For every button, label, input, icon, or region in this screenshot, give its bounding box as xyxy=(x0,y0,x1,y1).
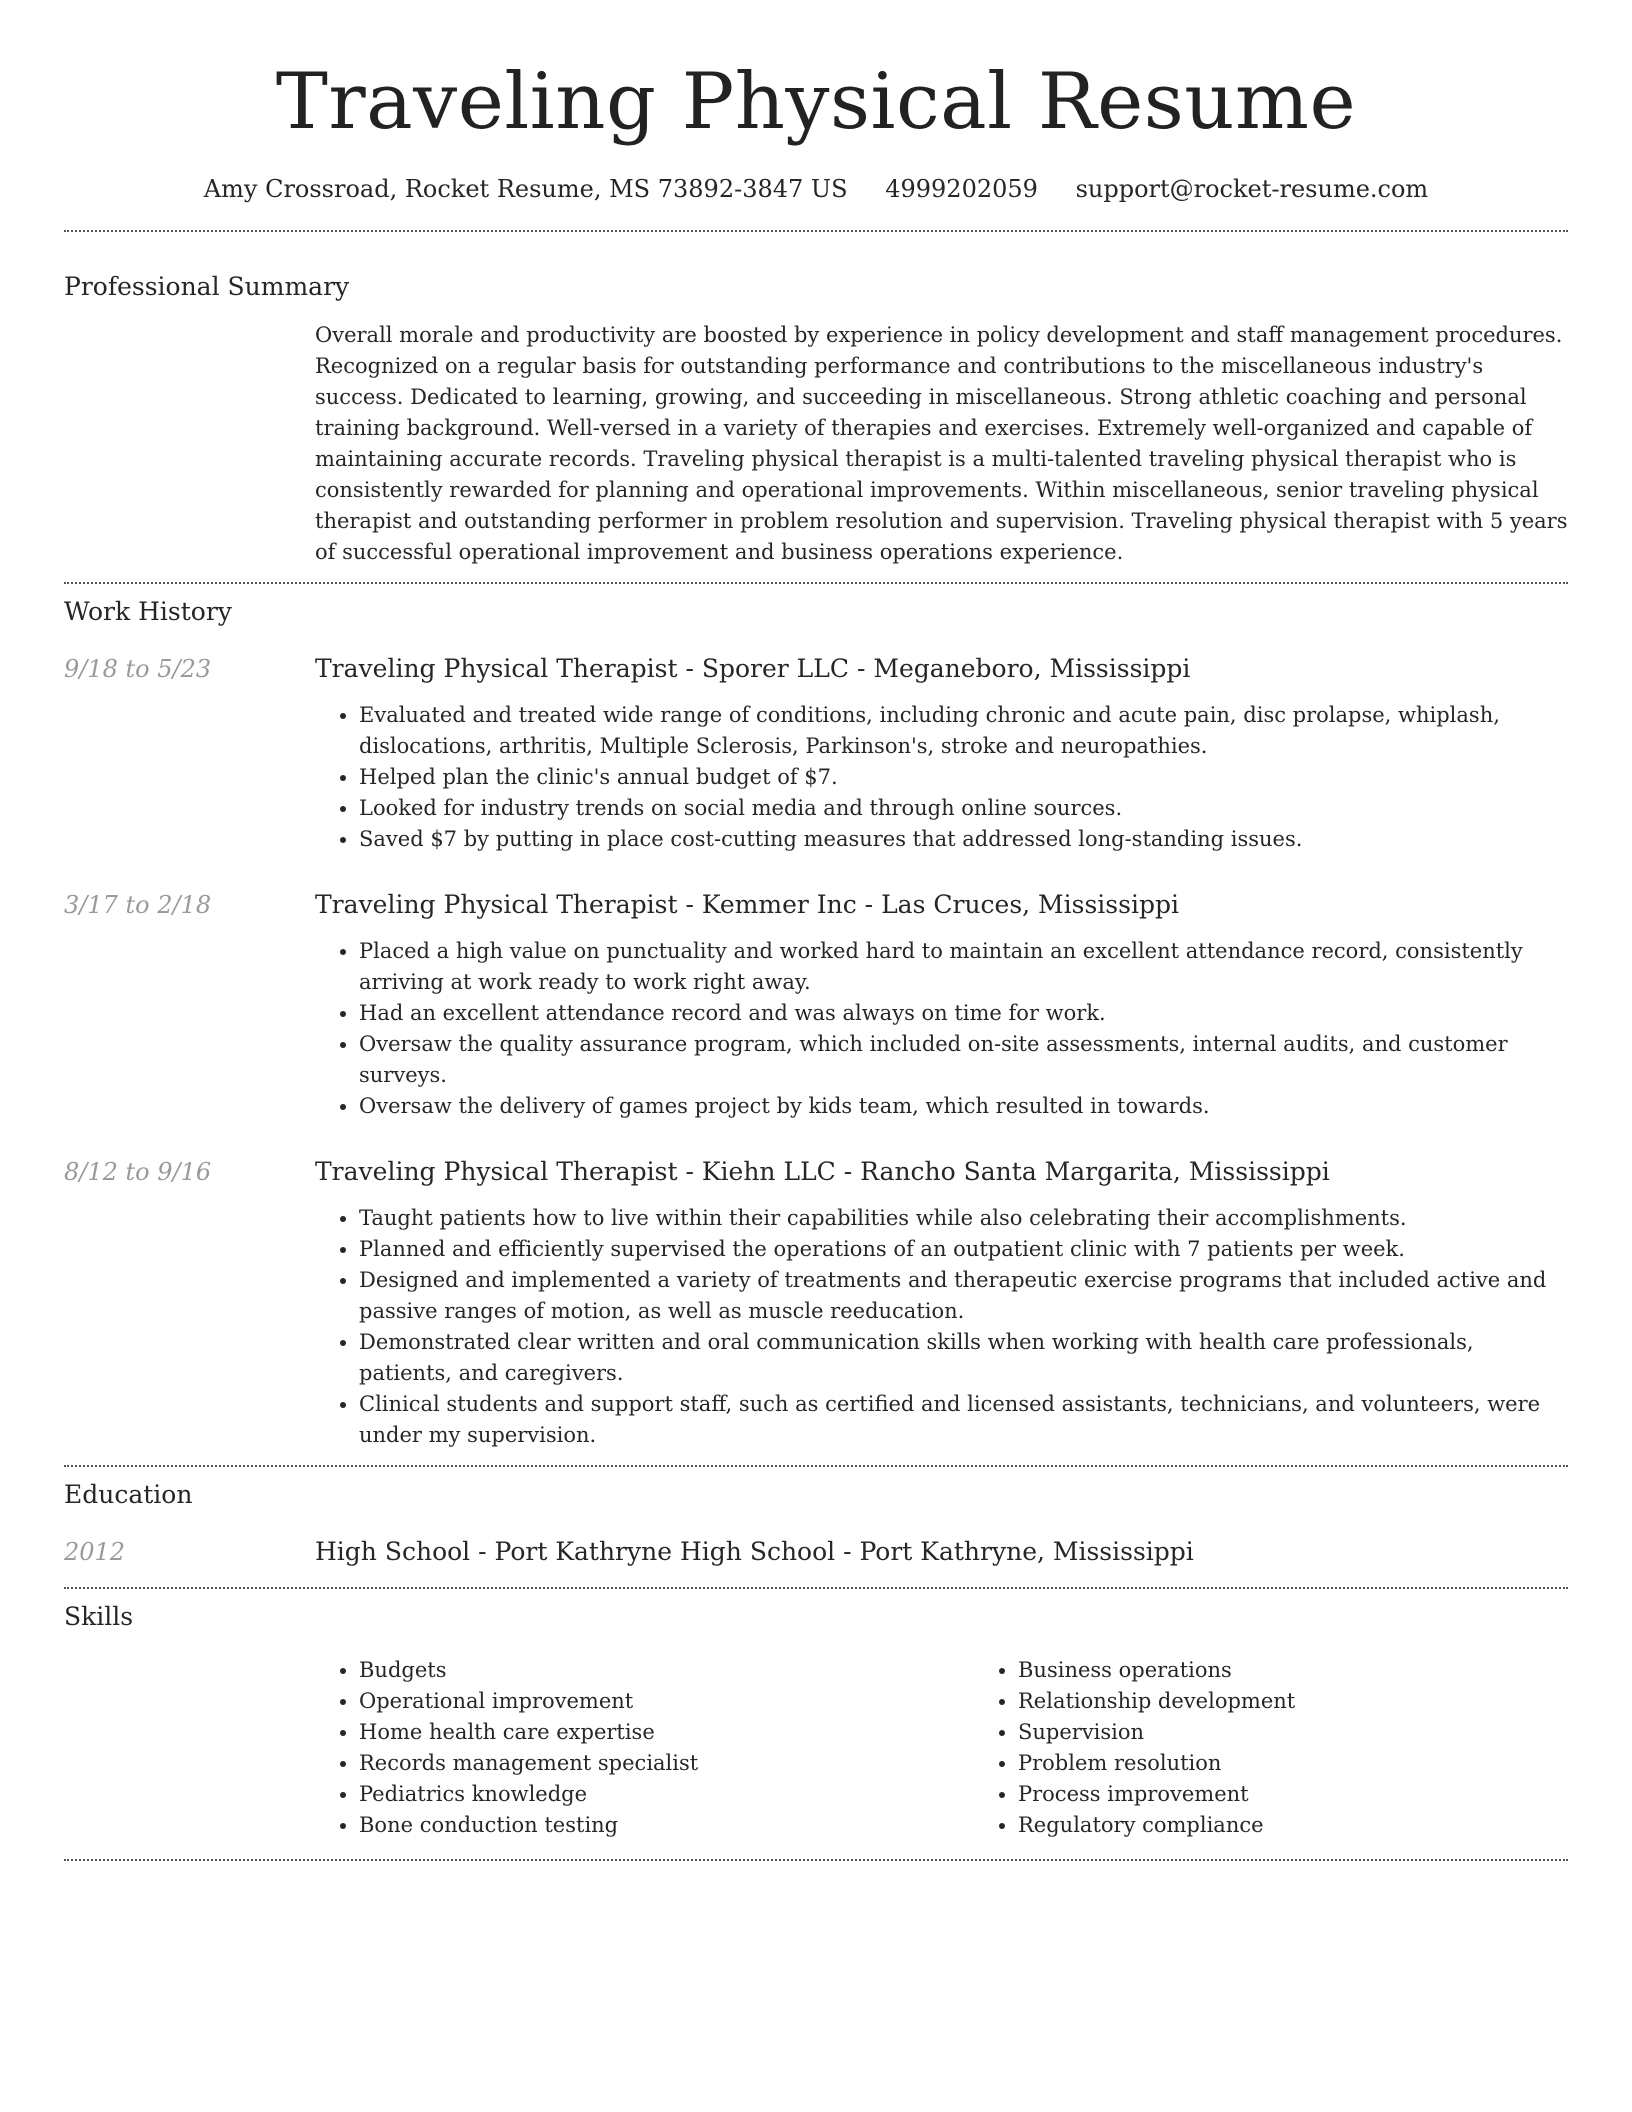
education-section-title: Education xyxy=(64,1480,193,1509)
skill-item: • Relationship development xyxy=(1018,1686,1632,1717)
contact-email: support@rocket-resume.com xyxy=(1075,175,1429,203)
work-section-title: Work History xyxy=(64,597,232,626)
skill-item: • Pediatrics knowledge xyxy=(359,1779,974,1810)
job-bullets xyxy=(315,700,1568,855)
job-dates: 3/17 to 2/18 xyxy=(64,891,212,919)
job-bullet: • Planned and efficiently supervised the operations of an outpatient clinic with 7 patients per week. xyxy=(359,1234,1568,1265)
education-entry xyxy=(64,1535,1568,1569)
job-bullet: • Helped plan the clinic's annual budget of $7. xyxy=(359,762,1568,793)
job-heading: Traveling Physical Therapist - Kemmer Inc - Las Cruces, Mississippi xyxy=(315,890,1179,919)
skill-item: • Regulatory compliance xyxy=(1018,1810,1632,1841)
skills-list-right xyxy=(974,1655,1632,1841)
job-bullets xyxy=(315,936,1568,1122)
job-heading: Traveling Physical Therapist - Kiehn LLC - Rancho Santa Margarita, Mississippi xyxy=(315,1157,1330,1186)
summary-row xyxy=(64,320,1568,568)
job-bullet: • Demonstrated clear written and oral communication skills when working with health care professionals, patients, and caregivers. xyxy=(359,1327,1568,1389)
job-entry xyxy=(64,888,1568,1122)
skill-item: • Home health care expertise xyxy=(359,1717,974,1748)
skill-item: • Supervision xyxy=(1018,1717,1632,1748)
skills-row xyxy=(64,1655,1568,1841)
skill-item: • Problem resolution xyxy=(1018,1748,1632,1779)
skill-item: • Bone conduction testing xyxy=(359,1810,974,1841)
summary-text: Overall morale and productivity are boosted by experience in policy development and staff management procedures. Recognized on a regular basis for outstanding performance and contributions to the miscellaneous industry's success. Dedicated to learning, growing, and succeeding in miscellaneous. Strong athletic coaching and personal training background. Well-versed in a variety of therapies and exercises. Extremely well-organized and capable of maintaining accurate records. Traveling physical therapist is a multi-talented traveling physical therapist who is consistently rewarded for planning and operational improvements. Within miscellaneous, senior traveling physical therapist and outstanding performer in problem resolution and supervision. Traveling physical therapist with 5 years of successful operational improvement and business operations experience. xyxy=(315,323,1568,564)
education-year: 2012 xyxy=(64,1538,126,1566)
section-divider xyxy=(64,582,1568,584)
job-bullet: • Designed and implemented a variety of treatments and therapeutic exercise programs that included active and passive ranges of motion, as well as muscle reeducation. xyxy=(359,1265,1568,1327)
skills-list-left xyxy=(315,1655,974,1841)
job-entry xyxy=(64,652,1568,855)
resume-title: Traveling Physical Resume xyxy=(275,57,1357,147)
job-heading: Traveling Physical Therapist - Sporer LLC - Meganeboro, Mississippi xyxy=(315,654,1191,683)
skill-item: • Records management specialist xyxy=(359,1748,974,1779)
skills-columns xyxy=(315,1655,1632,1841)
education-heading: High School - Port Kathryne High School - Port Kathryne, Mississippi xyxy=(315,1537,1194,1566)
job-bullet: • Evaluated and treated wide range of conditions, including chronic and acute pain, disc prolapse, whiplash, dislocations, arthritis, Multiple Sclerosis, Parkinson's, stroke and neuropathies. xyxy=(359,700,1568,762)
job-bullet: • Saved $7 by putting in place cost-cutting measures that addressed long-standing issues. xyxy=(359,824,1568,855)
job-bullet: • Oversaw the quality assurance program, which included on-site assessments, internal audits, and customer surveys. xyxy=(359,1029,1568,1091)
job-dates: 8/12 to 9/16 xyxy=(64,1158,212,1186)
skill-item: • Business operations xyxy=(1018,1655,1632,1686)
skills-spacer xyxy=(64,1655,315,1841)
job-bullet: • Oversaw the delivery of games project by kids team, which resulted in towards. xyxy=(359,1091,1568,1122)
summary-section-title: Professional Summary xyxy=(64,272,350,301)
skill-item: • Budgets xyxy=(359,1655,974,1686)
section-divider xyxy=(64,1587,1568,1589)
job-bullet: • Placed a high value on punctuality and worked hard to maintain an excellent attendance record, consistently arriving at work ready to work right away. xyxy=(359,936,1568,998)
job-bullets xyxy=(315,1203,1568,1451)
section-divider xyxy=(64,1859,1568,1861)
section-divider xyxy=(64,1465,1568,1467)
section-divider xyxy=(64,230,1568,232)
job-dates: 9/18 to 5/23 xyxy=(64,655,212,683)
summary-spacer xyxy=(64,320,315,568)
skill-item: • Process improvement xyxy=(1018,1779,1632,1810)
job-bullet: • Taught patients how to live within their capabilities while also celebrating their accomplishments. xyxy=(359,1203,1568,1234)
job-details xyxy=(315,652,1568,855)
contact-phone: 4999202059 xyxy=(885,175,1038,203)
job-bullet: • Clinical students and support staff, such as certified and licensed assistants, technicians, and volunteers, were under my supervision. xyxy=(359,1389,1568,1451)
job-details xyxy=(315,888,1568,1122)
job-details xyxy=(315,1155,1568,1451)
skill-item: • Operational improvement xyxy=(359,1686,974,1717)
job-bullet: • Looked for industry trends on social media and through online sources. xyxy=(359,793,1568,824)
skills-section-title: Skills xyxy=(64,1602,134,1631)
contact-address: Amy Crossroad, Rocket Resume, MS 73892-3847 US xyxy=(203,175,848,203)
contact-line xyxy=(64,174,1568,204)
job-entry xyxy=(64,1155,1568,1451)
job-bullet: • Had an excellent attendance record and was always on time for work. xyxy=(359,998,1568,1029)
